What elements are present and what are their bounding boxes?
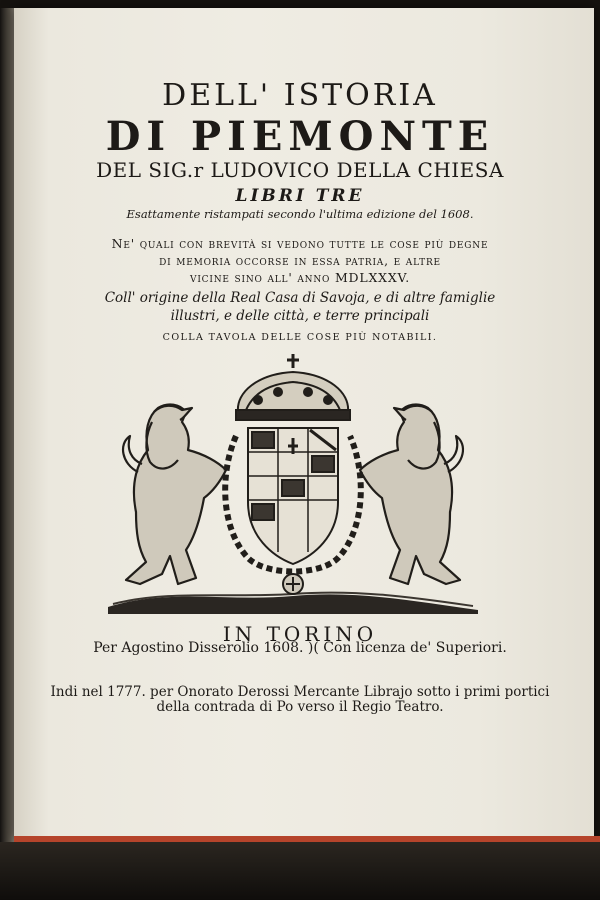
edition-line: Esattamente ristampati secondo l'ultima edizione del 1608. [126, 207, 474, 221]
description-line-2: di memoria occorse in essa patria, e altre [159, 253, 441, 268]
title-line-1: DELL' ISTORIA [162, 78, 438, 113]
description-line-1: Ne' quali con brevità si vedono tutte le cose più degne [111, 236, 489, 251]
heraldic-shield [248, 428, 338, 564]
description-line-3: vicine sino all' anno MDLXXXV. [190, 270, 410, 285]
crown [236, 354, 350, 420]
author-line: DEL SIG.r LUDOVICO DELLA CHIESA [96, 158, 504, 182]
reprint-line-2: della contrada di Po verso il Regio Teatro. [156, 699, 444, 715]
imprint-city: IN TORINO [222, 622, 378, 646]
volume-line: LIBRI TRE [235, 186, 365, 206]
left-lion-supporter [123, 405, 226, 584]
imprint-printer: Per Agostino Disserolio 1608. )( Con licenza de' Superiori. [93, 640, 507, 656]
right-lion-supporter [360, 405, 463, 584]
origin-line-1: Coll' origine della Real Casa di Savoja, e di altre famiglie [104, 290, 496, 306]
coat-of-arms-engraving [108, 352, 478, 614]
origin-line-2: illustri, e delle città, e terre principali [170, 308, 430, 324]
index-note-line: COLLA TAVOLA DELLE COSE PIÙ NOTABILI. [162, 332, 438, 343]
book-board [0, 842, 600, 900]
title-line-2: DI PIEMONTE [105, 113, 495, 160]
reprint-line-1: Indi nel 1777. per Onorato Derossi Mercante Librajo sotto i primi portici [50, 684, 550, 700]
